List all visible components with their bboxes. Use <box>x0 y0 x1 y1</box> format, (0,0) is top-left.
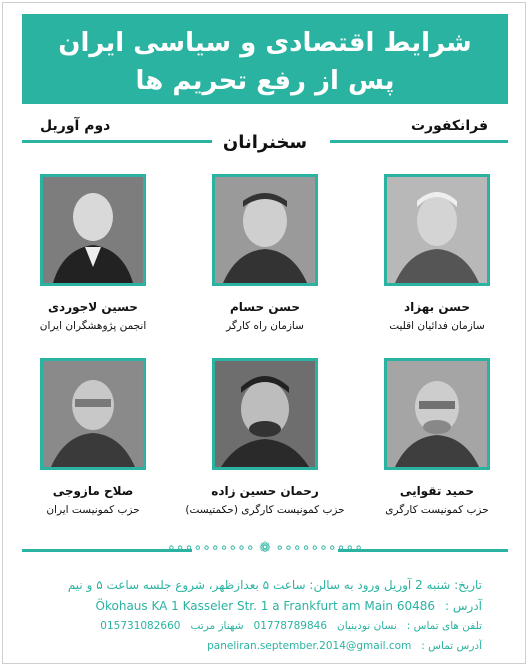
speaker-org-mazuji: حزب کمونیست ایران <box>46 504 140 516</box>
phone2-number: 015731082660 <box>100 620 181 632</box>
speaker-name-hesam: حسن حسام <box>230 300 300 314</box>
location: فرانکفورت <box>410 118 488 134</box>
speaker-name-hosseinzadeh: رحمان حسین زاده <box>211 484 319 498</box>
email-address[interactable]: paneliran.september.2014@gmail.com <box>207 640 412 652</box>
speaker-photo-hosseinzadeh <box>212 358 318 470</box>
speaker-photo-mazuji <box>40 358 146 470</box>
speaker-org-taqvaee: حزب کمونیست کارگری <box>385 504 489 516</box>
title-banner <box>22 14 508 104</box>
title-line-2: پس از رفع تحریم ها <box>135 66 395 96</box>
event-date: دوم آوریل <box>40 118 111 134</box>
speaker-name-mazuji: صلاح مازوجی <box>52 484 134 498</box>
speaker-name-lajevardi: حسین لاجوردی <box>48 300 138 314</box>
phone1-name: نسان نودینیان <box>337 620 397 632</box>
event-time-line: تاریخ: شنبه 2 آوریل ورود به سالن: ساعت ۵ بعدازظهر، شروع جلسه ساعت ۵ و نیم <box>67 578 482 592</box>
speakers-heading: سخنرانان <box>222 132 308 153</box>
ornament-divider: ∘∘∘∘∘∘∘∘∘∘ ❁ ∘∘∘∘∘∘∘∘∘∘ <box>167 540 363 556</box>
email-label: آدرس تماس : <box>421 640 482 652</box>
speaker-org-hesam: سازمان راه کارگر <box>226 320 304 332</box>
phone2-name: شهناز مرتب <box>190 620 244 632</box>
phone-label: تلفن های تماس : <box>406 620 482 632</box>
speaker-photo-behzad <box>384 174 490 286</box>
speaker-photo-taqvaee <box>384 358 490 470</box>
phone1-number: 01778789846 <box>253 620 328 632</box>
address-text: Ökohaus KA 1 Kasseler Str. 1 a Frankfurt am Main 60486 <box>95 599 436 613</box>
speaker-photo-hesam <box>212 174 318 286</box>
speaker-name-taqvaee: حمید تقوایی <box>399 484 475 498</box>
title-line-1: شرایط اقتصادی و سیاسی ایران <box>58 28 472 58</box>
speaker-org-hosseinzadeh: حزب کمونیست کارگری (حکمتیست) <box>185 504 345 516</box>
address-label: آدرس : <box>445 599 482 613</box>
speaker-photo-lajevardi <box>40 174 146 286</box>
email-line <box>197 640 482 652</box>
speaker-org-lajevardi: انجمن پژوهشگران ایران <box>39 320 147 332</box>
speaker-org-behzad: سازمان فدائیان اقلیت <box>389 320 485 332</box>
speaker-name-behzad: حسن بهزاد <box>404 300 470 314</box>
phone-line <box>90 620 482 632</box>
address-line <box>86 599 482 613</box>
